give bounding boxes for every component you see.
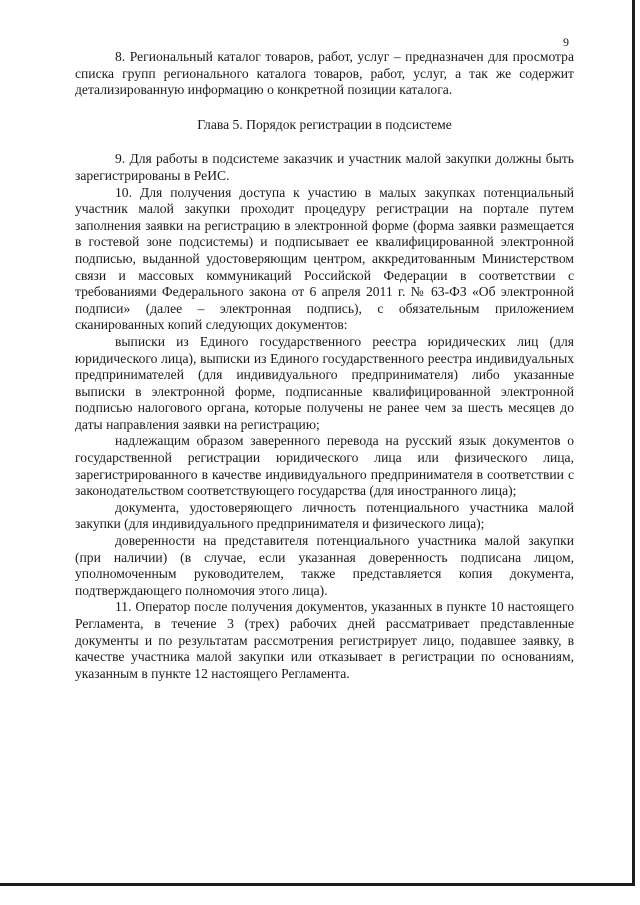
paragraph-9: 9. Для работы в подсистеме заказчик и участник малой закупки должны быть зарегистрированы в РеИС. (75, 151, 574, 183)
page-number: 9 (563, 35, 569, 49)
list-item-identity-document: документа, удостоверяющего личность потенциального участника малой закупки (для индивидуального предпринимателя и физического лица); (75, 499, 574, 532)
scan-edge-bottom (0, 883, 635, 886)
paragraph-8: 8. Региональный каталог товаров, работ, услуг – предназначен для просмотра списка групп регионального каталога товаров, работ, услуг, а так же содержит детализированную информацию о конкретной позиции каталога. (75, 49, 574, 98)
list-item-foreign-registration: надлежащим образом заверенного перевода на русский язык документов о государственной регистрации юридического лица или физического лица, зарегистрированного в качестве индивидуального предпринимателя в соответствии с законодательством соответствующего государства (для иностранного лица); (75, 433, 574, 499)
paragraph-10: 10. Для получения доступа к участию в малых закупках потенциальный участник малой закупки проходит процедуру регистрации на портале путем заполнения заявки на регистрацию в электронной форме (форма заявки размещается в гостевой зоне подсистемы) и подписывает ее квалифицированной электронной подписью, выданной удостоверяющим центром, аккредитованным Министерством связи и массовых коммуникаций Российской Федерации в соответствии с требованиями Федерального закона от 6 апреля 2011 г. № 63-ФЗ «Об электронной подписи» (далее – электронная подпись), с обязательным приложением сканированных копий следующих документов: (75, 184, 574, 333)
paragraph-11: 11. Оператор после получения документов, указанных в пункте 10 настоящего Регламента, в течение 3 (трех) рабочих дней рассматривает представленные документы и по результатам рассмотрения регистрирует лицо, подавшее заявку, в качестве участника малой закупки или отказывает в регистрации по основаниям, указанным в пункте 12 настоящего Регламента. (75, 599, 574, 681)
scan-edge-right (632, 0, 635, 885)
document-body (75, 49, 574, 682)
list-item-power-of-attorney: доверенности на представителя потенциального участника малой закупки (при наличии) (в случае, если указанная доверенность подписана лицом, уполномоченным руководителем, также представляется копия документа, подтверждающего полномочия этого лица). (75, 533, 574, 598)
chapter-heading: Глава 5. Порядок регистрации в подсистеме (197, 116, 452, 132)
list-item-egrul-extract: выписки из Единого государственного реестра юридических лиц (для юридического лица), выписки из Единого государственного реестра индивидуальных предпринимателей (для индивидуального предпринимателя) либо указанные выписки в электронной форме, подписанные квалифицированной электронной подписью налогового органа, которые получены не ранее чем за шесть месяцев до даты направления заявки на регистрацию; (75, 333, 574, 432)
